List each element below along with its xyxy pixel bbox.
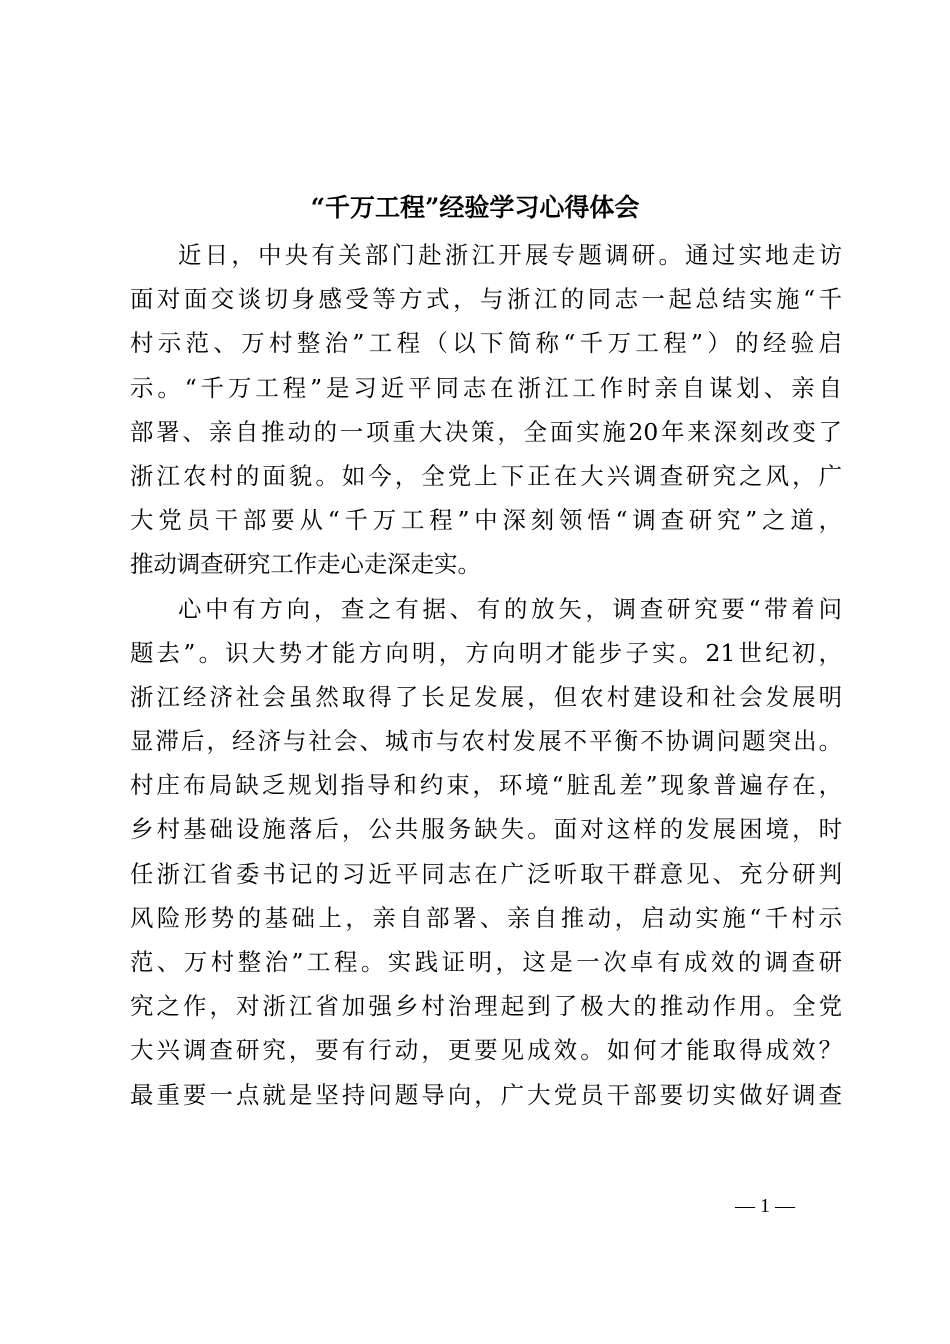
paragraph-2-line-10: 究之作，对浙江省加强乡村治理起到了极大的推动作用。全党: [130, 992, 842, 1021]
paragraph-1-line-4: 示。“千万工程”是习近平同志在浙江工作时亲自谋划、亲自: [130, 373, 842, 402]
paragraph-1-line-8: 推动调查研究工作走心走深走实。: [130, 550, 481, 579]
paragraph-1-line-5: 部署、亲自推动的一项重大决策，全面实施20年来深刻改变了: [130, 417, 842, 446]
paragraph-2-line-7: 任浙江省委书记的习近平同志在广泛听取干群意见、充分研判: [130, 859, 842, 888]
paragraph-1-line-2: 面对面交谈切身感受等方式，与浙江的同志一起总结实施“千: [130, 285, 842, 314]
page-number: — 1 —: [735, 1195, 795, 1217]
paragraph-2-line-3: 浙江经济社会虽然取得了长足发展，但农村建设和社会发展明: [130, 682, 842, 711]
paragraph-2-line-9: 范、万村整治”工程。实践证明，这是一次卓有成效的调查研: [130, 948, 842, 976]
paragraph-2-line-2: 题去”。识大势才能方向明，方向明才能步子实。21世纪初，: [130, 638, 842, 667]
paragraph-1-line-7: 大党员干部要从“千万工程”中深刻领悟“调查研究”之道，: [130, 506, 842, 535]
paragraph-1-line-1: 近日，中央有关部门赴浙江开展专题调研。通过实地走访: [178, 241, 842, 269]
paragraph-2-line-4: 显滞后，经济与社会、城市与农村发展不平衡不协调问题突出。: [130, 727, 842, 756]
document-body: [130, 233, 842, 1117]
paragraph-2-line-1: 心中有方向，查之有据、有的放矢，调查研究要“带着问: [178, 594, 842, 623]
document-title: “千万工程”经验学习心得体会: [310, 193, 640, 222]
paragraph-2-line-8: 风险形势的基础上，亲自部署、亲自推动，启动实施“千村示: [130, 903, 842, 932]
paragraph-2-line-12: 最重要一点就是坚持问题导向，广大党员干部要切实做好调查: [130, 1080, 842, 1109]
paragraph-2-line-6: 乡村基础设施落后，公共服务缺失。面对这样的发展困境，时: [130, 815, 842, 844]
paragraph-2-line-11: 大兴调查研究，要有行动，更要见成效。如何才能取得成效？: [130, 1036, 842, 1065]
paragraph-1-line-3: 村示范、万村整治”工程（以下简称“千万工程”）的经验启: [130, 329, 842, 358]
paragraph-1-line-6: 浙江农村的面貌。如今，全党上下正在大兴调查研究之风，广: [130, 461, 842, 490]
paragraph-2-line-5: 村庄布局缺乏规划指导和约束，环境“脏乱差”现象普遍存在，: [130, 771, 842, 800]
